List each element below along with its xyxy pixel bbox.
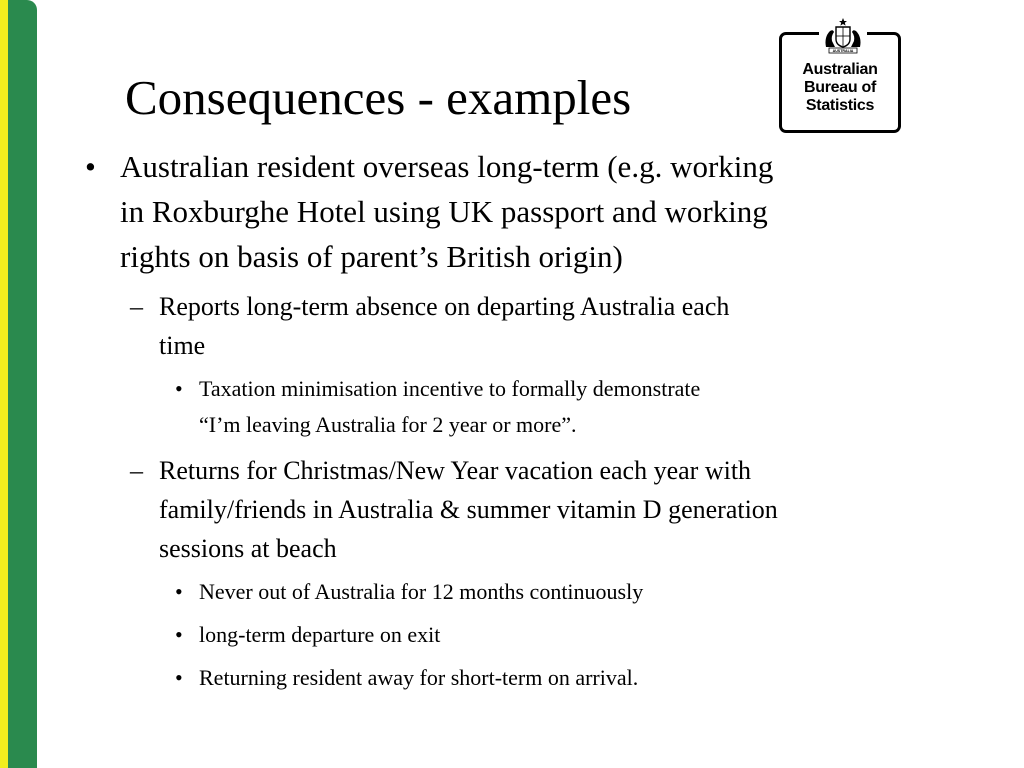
logo-text (782, 61, 898, 115)
left-yellow-stripe (0, 0, 8, 768)
bullet-line: time (159, 331, 206, 360)
left-green-stripe (8, 0, 37, 768)
crest-label: AUSTRALIA (832, 49, 854, 53)
slide-title: Consequences - examples (125, 70, 632, 125)
bullet-line: Never out of Australia for 12 months continuously (199, 579, 644, 604)
bullet-line: Australian resident overseas long-term (e.g. working (120, 149, 774, 184)
coat-of-arms-icon (819, 17, 867, 57)
bullet-line: Returns for Christmas/New Year vacation each year with (159, 456, 752, 485)
bullet-marker: • (175, 376, 183, 401)
sub-sub-bullet-item (85, 617, 965, 653)
bullet-line: Returning resident away for short-term on arrival. (199, 665, 639, 690)
bullet-line: family/friends in Australia & summer vitamin D generation (159, 495, 778, 524)
bullet-marker: • (175, 665, 183, 690)
sub-bullet-item (85, 451, 965, 568)
bullet-line: “I’m leaving Australia for 2 year or more”. (199, 412, 577, 437)
bullet-line: long-term departure on exit (199, 622, 441, 647)
bullet-line: rights on basis of parent’s British origin) (120, 239, 623, 274)
bullet-line: Reports long-term absence on departing Australia each (159, 292, 730, 321)
dash-marker: – (130, 292, 143, 321)
logo-line-2: Bureau of (804, 79, 876, 96)
sub-sub-bullet-item (85, 574, 965, 610)
bullet-item (85, 144, 965, 279)
bullet-line: sessions at beach (159, 534, 337, 563)
dash-marker: – (130, 456, 143, 485)
bullet-line: Taxation minimisation incentive to formally demonstrate (199, 376, 701, 401)
logo-line-3: Statistics (805, 97, 875, 114)
logo-line-1: Australian (802, 61, 878, 78)
bullet-line: in Roxburghe Hotel using UK passport and working (120, 194, 768, 229)
bullet-marker: • (175, 579, 183, 604)
bullet-marker: • (175, 622, 183, 647)
bullet-marker: • (85, 149, 96, 184)
abs-logo (779, 32, 901, 133)
sub-sub-bullet-item (85, 660, 965, 696)
sub-bullet-item (85, 287, 965, 365)
sub-sub-bullet-item (85, 371, 965, 443)
bullet-list (85, 144, 965, 696)
